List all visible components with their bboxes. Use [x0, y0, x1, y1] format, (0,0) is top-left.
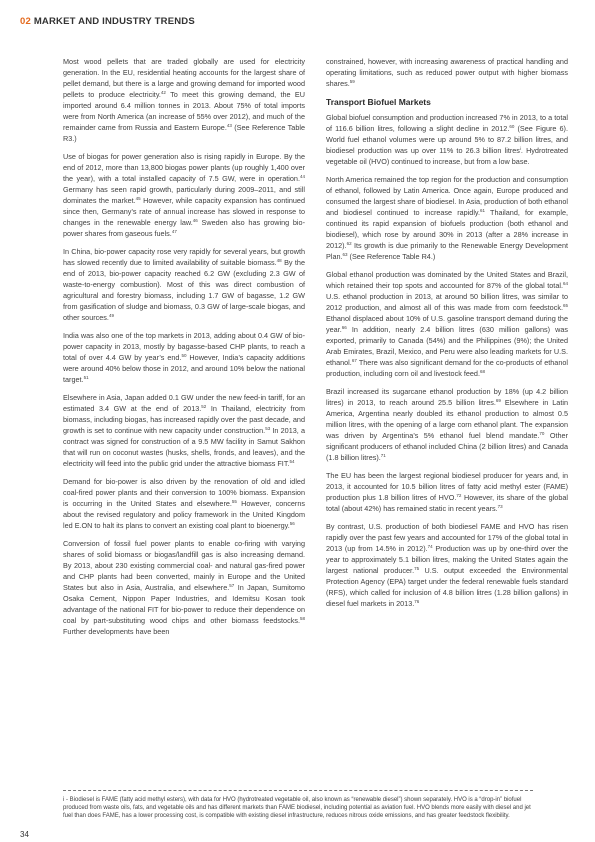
section-heading: Transport Biofuel Markets [326, 97, 431, 107]
paragraph: constrained, however, with increasing awareness of practical handling and operating limitations, such as reduced power output with higher biomass shares.$^{59}$ [326, 57, 568, 88]
paragraph: North America remained the top region for the production and consumption of ethanol, followed by Latin America. Once again, Europe produced and consumed the largest share of biodiesel. In Asia, production of both ethanol and biodiesel continued to increase rapidly.$^{61}$ Thailand, for example, continued its rapid expansion of biofuels production (both ethanol and biodiesel), which rose by around 30% in 2013 (after a 28% increase in 2012).$^{62}$ Its growth is due primarily to the Renewable Energy Development Plan.$^{63}$ (See Reference Table R4.) [326, 175, 568, 261]
paragraph: Use of biogas for power generation also is rising rapidly in Europe. By the end of 2012, more than 13,800 biogas power plants (up roughly 1,400 over the year), with a total installed capacity of 7.5 GW, were in operation.$^{44}$ Germany has seen rapid growth, particularly during 2009–2011, and still dominates the market.$^{45}$ However, while capacity expansion has continued since then, Germany’s rate of annual increase has slowed in response to changes in the renewable energy law.$^{46}$ Sweden also has growing bio-power shares from gaseous fuels.$^{47}$ [63, 152, 305, 238]
footnote-divider [63, 790, 533, 791]
paragraph: India was also one of the top markets in 2013, adding about 0.4 GW of bio-power capacity in 2013, mostly by bagasse-based CHP plants, to reach a total of over 4.4 GW by year’s end.$^{50}$ However, India’s capacity additions were around 40% below those in 2012, and around 10% below the national target.$^{51}$ [63, 331, 305, 384]
paragraph: Demand for bio-power is also driven by the renovation of old and idled coal-fired power plants and their conversion to 100% biomass. Expansion is occurring in the United States and elsewhere.$^{55}$ However, concerns about the revised regulatory and policy framework in the United Kingdom led E.ON to halt its plans to convert an existing coal plant to bioenergy.$^{56}$ [63, 477, 305, 530]
paragraph: Elsewhere in Asia, Japan added 0.1 GW under the new feed-in tariff, for an estimated 3.4 GW at the end of 2013.52 In Thailand, electricity from biomass, including biogas, has increased rapidly over the past decade, and growth is set to continue with new capacity under construction.$^{53}$ In 2013, a contract was signed for construction of a 9.5 MW facility in Samut Sakhon that will run on coconut wastes (husks, shells, fronds, and leaves), and the electricity will feed into the public grid under the attractive biomass FIT.$^{54}$ [63, 393, 305, 468]
paragraph: Most wood pellets that are traded globally are used for electricity generation. In the EU, residential heating accounts for the largest share of pellet demand, but there is a large and growing demand for imported wood pellets to produce electricity.$^{42}$ To meet this growing demand, the EU imported around 6.4 million tonnes in 2013. About 75% of total imports were from North America (an increase of 55% over 2012), and much of the remainder came from Russia and Eastern Europe.$^{43}$ (See Reference Table R3.) [63, 57, 306, 143]
paragraph: By contrast, U.S. production of both biodiesel FAME and HVO has risen rapidly over the past few years and accounted for 17% of the global total in 2013 (up from 14.5% in 2012).$^{74}$ Production was up by one-third over the year to approximately 5.1 billion litres, making the United States again the largest national producer.$^{75}$ U.S. output exceeded the Environmental Protection Agency (EPA) target under the federal renewable fuels standard (RFS), which called for inclusion of 4.8 billion litres (1.28 billion gallons) in diesel fuel markets in 2013.76 [326, 522, 569, 608]
paragraph: Conversion of fossil fuel power plants to enable co-firing with varying shares of solid biomass or biogas/landfill gas is also increasing demand. By 2013, about 230 existing commercial coal- and natural gas-fired power and CHP plants had been converted, mainly in Europe and the United States but also in Asia, Australia, and elsewhere.$^{57}$ In Japan, Sumitomo Osaka Cement, Nippon Paper Industries, and Idemitsu Kosan took advantage of the national FIT for bio-power to reduce their dependence on coal by part-substituting wood chips and other biomass feedstocks.$^{58}$ Further developments have been [63, 539, 305, 636]
left-column [63, 56, 305, 644]
paragraph: Brazil increased its sugarcane ethanol production by 18% (up 4.2 billion litres) in 2013, to reach around 25.5 billion litres.$^{69}$ Elsewhere in Latin America, Argentina nearly doubled its ethanol production to almost 0.5 million litres, with the opening of a large corn ethanol plant. The expansion was driven by Argentina’s 5% ethanol fuel blend mandate.$^{70}$ Other significant producers of ethanol included China (2 billion litres) and Canada (1.8 billion litres).$^{71}$ [326, 387, 568, 462]
section-header [20, 16, 195, 27]
section-number: 02 [20, 16, 31, 27]
page-number: 34 [20, 830, 29, 839]
right-column [326, 56, 568, 616]
footnote: i - Biodiesel is FAME (fatty acid methyl esters), with data for HVO (hydrotreated vegetable oil, also known as “renewable diesel”) shown separately. HVO is a “drop-in” biofuel produced from waste oils, fats, and vegetable oils and has different markets than FAME biodiesel, including potential as aviation fuel. HVO blends more easily with diesel and jet fuel than does FAME, has a lower processing cost, is compatible with existing diesel infrastructure, reduces nitrous oxide emissions, and has greater feedstock flexibility. [63, 797, 531, 819]
paragraph: In China, bio-power capacity rose very rapidly for several years, but growth has slowed recently due to limited availability of suitable biomass.$^{48}$ By the end of 2013, bio-power capacity reached 6.2 GW (excluding 2.3 GW of waste-to-energy combustion). Most of this was direct combustion of agricultural and forestry biomass, including 1.7 GW of bagasse, 1.2 GW from gasification of sludge and biomass, 0.3 GW of large-scale biogas, and other sources.$^{49}$ [63, 247, 305, 322]
paragraph: The EU has been the largest regional biodiesel producer for years and, in 2013, it accounted for 10.5 billion litres of fatty acid methyl ester (FAME) production plus 1.8 billion litres of HVO.$^{72}$ However, its share of the global total (about 42%) has remained static in recent years.$^{73}$ [326, 471, 568, 513]
paragraph: Global biofuel consumption and production increased 7% in 2013, to a total of 116.6 billion litres, following a slight decline in 2012.60 (See Figure 6). World fuel ethanol volumes were up around 5% to 87.2 billion litres, and biodiesel production was up over 11% to 26.3 billion litres$^i$. Hydrotreated vegetable oil (HVO) continued to increase, but from a low base. [326, 113, 568, 166]
section-title: MARKET AND INDUSTRY TRENDS [33, 16, 195, 27]
paragraph: Global ethanol production was dominated by the United States and Brazil, which retained their top spots and accounted for 87% of the global total.$^{64}$ U.S. ethanol production in 2013, at around 50 billion litres, was similar to 2012 production, and almost all of this was made from corn feedstock.$^{65}$ Ethanol displaced about 10% of U.S. gasoline transport demand during the year.$^{66}$ In addition, nearly 2.4 billion litres (630 million gallons) was exported, primarily to Canada (54%) and the Philippines (9%); the United Arab Emirates, Brazil, Mexico, and Peru were also leading markets for U.S. ethanol.$^{67}$ There was also significant demand for the co-products of ethanol production, including corn oil and livestock feed.$^{68}$ [326, 270, 568, 378]
